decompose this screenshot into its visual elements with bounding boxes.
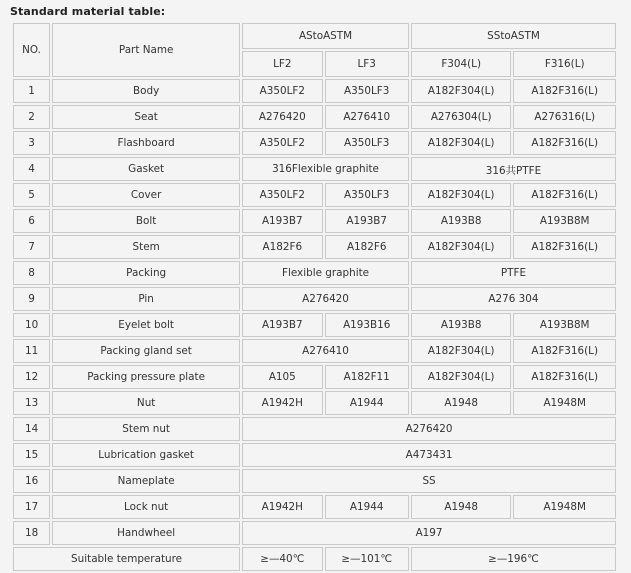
header-no: NO. [13,23,50,77]
row-number: 12 [13,365,50,389]
row-number: 11 [13,339,50,363]
material-cell: A182F304(L) [411,79,512,103]
material-cell: A276410 [242,339,409,363]
table-row [13,391,616,415]
row-number: 8 [13,261,50,285]
material-cell: A182F11 [325,365,409,389]
table-row [13,495,616,519]
temperature-row [13,547,616,571]
temperature-label: Suitable temperature [13,547,240,571]
material-cell: A193B8M [513,209,616,233]
material-cell: A276410 [325,105,409,129]
material-cell: A1948M [513,391,616,415]
part-name: Handwheel [52,521,240,545]
material-cell: A1942H [242,495,322,519]
material-cell: PTFE [411,261,616,285]
header-lf2: LF2 [242,51,322,77]
part-name: Bolt [52,209,240,233]
part-name: Nut [52,391,240,415]
part-name: Packing gland set [52,339,240,363]
material-cell: A182F316(L) [513,131,616,155]
material-cell: A1944 [325,391,409,415]
part-name: Nameplate [52,469,240,493]
part-name: Eyelet bolt [52,313,240,337]
table-row [13,339,616,363]
temperature-cell: ≥—40℃ [242,547,322,571]
header-f316: F316(L) [513,51,616,77]
part-name: Cover [52,183,240,207]
material-cell: A193B8M [513,313,616,337]
material-cell: A193B16 [325,313,409,337]
part-name: Stem [52,235,240,259]
table-row [13,287,616,311]
row-number: 17 [13,495,50,519]
row-number: 10 [13,313,50,337]
material-table [11,21,618,573]
table-row [13,235,616,259]
material-cell: A473431 [242,443,616,467]
material-cell: A1948M [513,495,616,519]
part-name: Lubrication gasket [52,443,240,467]
row-number: 16 [13,469,50,493]
material-cell: 316Flexible graphite [242,157,409,181]
material-cell: A1944 [325,495,409,519]
table-row [13,157,616,181]
material-cell: A182F304(L) [411,235,512,259]
material-cell: SS [242,469,616,493]
row-number: 15 [13,443,50,467]
part-name: Pin [52,287,240,311]
row-number: 2 [13,105,50,129]
table-row [13,261,616,285]
material-cell: A182F6 [325,235,409,259]
temperature-cell: ≥—196℃ [411,547,616,571]
material-cell: A182F304(L) [411,131,512,155]
part-name: Stem nut [52,417,240,441]
table-row [13,469,616,493]
material-cell: A276420 [242,287,409,311]
material-cell: A182F316(L) [513,339,616,363]
part-name: Seat [52,105,240,129]
part-name: Flashboard [52,131,240,155]
row-number: 4 [13,157,50,181]
row-number: 13 [13,391,50,415]
material-cell: A276420 [242,417,616,441]
material-cell: A1948 [411,495,512,519]
row-number: 6 [13,209,50,233]
header-group-a: AStoASTM [242,23,409,49]
header-lf3: LF3 [325,51,409,77]
table-row [13,105,616,129]
material-cell: A182F316(L) [513,365,616,389]
row-number: 1 [13,79,50,103]
material-cell: A182F304(L) [411,365,512,389]
row-number: 18 [13,521,50,545]
material-cell: A193B7 [325,209,409,233]
material-cell: A193B7 [242,313,322,337]
table-row [13,417,616,441]
row-number: 14 [13,417,50,441]
table-title: Standard material table: [10,5,166,18]
material-cell: A276 304 [411,287,616,311]
part-name: Body [52,79,240,103]
table-row [13,443,616,467]
material-cell: A182F6 [242,235,322,259]
material-cell: A350LF3 [325,183,409,207]
material-cell: A350LF2 [242,79,322,103]
part-name: Lock nut [52,495,240,519]
row-number: 9 [13,287,50,311]
table-row [13,79,616,103]
material-cell: A105 [242,365,322,389]
row-number: 3 [13,131,50,155]
material-cell: A197 [242,521,616,545]
row-number: 7 [13,235,50,259]
material-cell: Flexible graphite [242,261,409,285]
part-name: Packing [52,261,240,285]
material-cell: A182F316(L) [513,79,616,103]
material-cell: A350LF3 [325,79,409,103]
header-f304: F304(L) [411,51,512,77]
material-cell: A350LF2 [242,183,322,207]
part-name: Packing pressure plate [52,365,240,389]
table-row [13,131,616,155]
material-cell: A276316(L) [513,105,616,129]
material-cell: A182F316(L) [513,235,616,259]
header-group-s: SStoASTM [411,23,616,49]
temperature-cell: ≥—101℃ [325,547,409,571]
material-cell: A182F316(L) [513,183,616,207]
header-part-name: Part Name [52,23,240,77]
table-row [13,209,616,233]
material-cell: A1948 [411,391,512,415]
material-cell: A276420 [242,105,322,129]
table-row [13,183,616,207]
table-row [13,313,616,337]
material-cell: A193B8 [411,209,512,233]
material-cell: A1942H [242,391,322,415]
row-number: 5 [13,183,50,207]
material-cell: A350LF2 [242,131,322,155]
material-cell: A182F304(L) [411,183,512,207]
table-row [13,365,616,389]
part-name: Gasket [52,157,240,181]
table-row [13,521,616,545]
material-cell: A276304(L) [411,105,512,129]
material-cell: A350LF3 [325,131,409,155]
material-cell: A193B8 [411,313,512,337]
material-cell: A193B7 [242,209,322,233]
material-cell: A182F304(L) [411,339,512,363]
material-cell: 316共PTFE [411,157,616,181]
